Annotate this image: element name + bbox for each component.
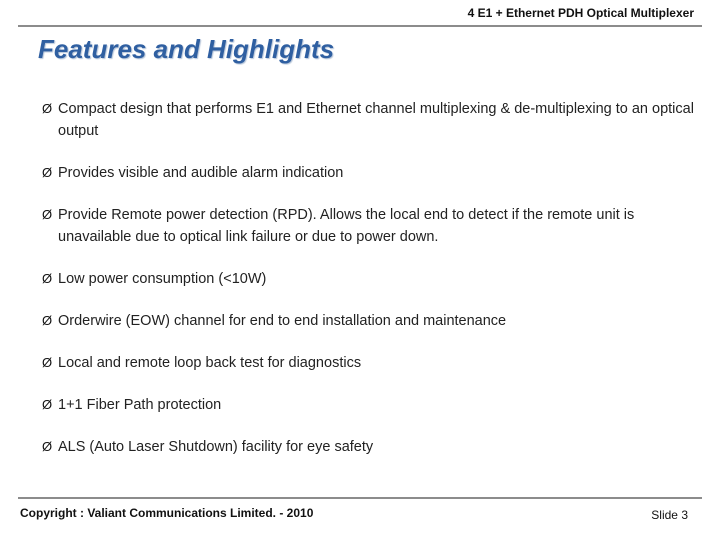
feature-text: Provide Remote power detection (RPD). Allows the local end to detect if the remote unit is unavailable due to optical link failure or due to power down. (58, 207, 635, 245)
feature-text: Compact design that performs E1 and Ethernet channel multiplexing & de-multiplexing to an optical output (58, 101, 694, 139)
feature-item (42, 204, 702, 248)
header-title: 4 E1 + Ethernet PDH Optical Multiplexer (467, 6, 694, 20)
feature-text: 1+1 Fiber Path protection (58, 397, 222, 413)
feature-item (42, 162, 702, 184)
slide-title: Features and Highlights (38, 34, 335, 64)
arrow-bullet-icon: Ø (42, 271, 53, 286)
arrow-bullet-icon: Ø (42, 397, 53, 412)
feature-item (42, 352, 702, 374)
arrow-bullet-icon: Ø (42, 207, 53, 222)
arrow-bullet-icon: Ø (42, 439, 53, 454)
header-divider (18, 25, 702, 27)
feature-item (42, 310, 702, 332)
feature-item (42, 436, 702, 458)
feature-list (42, 98, 702, 478)
slide-number: Slide 3 (651, 508, 688, 522)
feature-item (42, 394, 702, 416)
footer-divider (18, 497, 702, 499)
arrow-bullet-icon: Ø (42, 101, 53, 116)
arrow-bullet-icon: Ø (42, 165, 53, 180)
feature-item (42, 98, 702, 142)
feature-text: Low power consumption (<10W) (58, 271, 267, 287)
arrow-bullet-icon: Ø (42, 355, 53, 370)
copyright-text: Copyright : Valiant Communications Limited. - 2010 (20, 506, 314, 520)
feature-text: Provides visible and audible alarm indication (58, 165, 344, 181)
feature-text: ALS (Auto Laser Shutdown) facility for eye safety (58, 439, 374, 455)
arrow-bullet-icon: Ø (42, 313, 53, 328)
feature-text: Orderwire (EOW) channel for end to end installation and maintenance (58, 313, 507, 329)
feature-text: Local and remote loop back test for diagnostics (58, 355, 362, 371)
feature-item (42, 268, 702, 290)
